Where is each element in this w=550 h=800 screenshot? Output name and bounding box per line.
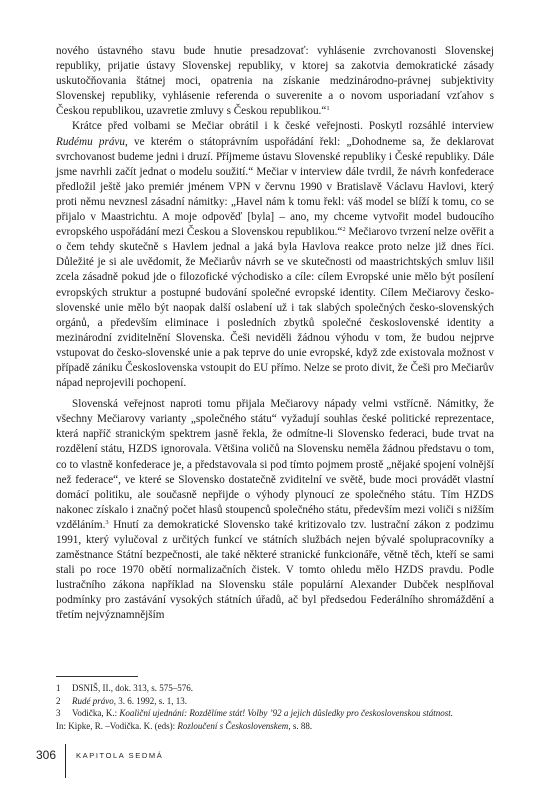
paragraph-text: Slovenská veřejnost naproti tomu přijala Mečiarovy nápady velmi vstřícně. Námitky, že všechny Mečiarovy varianty „společného státu“ vyžadují souhlas české politické reprezentace, která napříč stranickým spektrem jasně řekla, že odmítne-li Slovensko federaci, bude trvat na rozdělení státu, HZDS ignorovala. Většina voličů na Slovensku neměla žádnou představu o tom, co to vlastně konfederace je, a představovala si pod tímto pojmem prostě „nějaké spojení volnější než federace“, ve které se Slovensko dostatečně zviditelní ve světě, bude moci provádět vlastní domácí politiku, ale současně nepřijde o výhody plynoucí ze společného státu. Tím HZDS nakonec získalo i značný počet hlasů stoupenců společného státu, především mezi voliči s nižším vzděláním. (56, 398, 494, 531)
footnote-3 (56, 707, 494, 720)
paragraph-text: nového ústavného stavu bude hnutie presadzovať: vyhlásenie zvrchovanosti Slovenskej republiky, prijatie ústavy Slovenskej republiky, v ktorej sa zakotvia demokratické zásady uskutočňovania štátnej moci, opatrenia na získanie medzinárodno-právnej subjektivity Slovenskej republiky, vyhlásenie referenda o suverenite a o novom usporiadaní vzťahov s Českou republikou, uzavretie zmluvy s Českou republikou.“ (56, 45, 494, 118)
citation-author: Vodička, K.: (72, 708, 120, 719)
paragraph-2 (56, 119, 494, 391)
citation-detail: , 3. 6. 1992, s. 1, 13. (113, 695, 188, 706)
body-text (56, 44, 494, 624)
footnote-number: 3 (56, 708, 61, 719)
footnote-2 (56, 695, 494, 708)
newspaper-title: Rudému právu (56, 135, 125, 148)
paragraph-3 (56, 397, 494, 623)
footnotes (56, 682, 494, 732)
running-footer-chapter: KAPITOLA SEDMÁ (76, 750, 164, 760)
footer-divider (65, 744, 66, 778)
footnote-3-continuation (56, 720, 494, 733)
footnote-ref-1: 1 (326, 105, 330, 113)
footnote-divider (56, 676, 138, 677)
footnote-text (72, 695, 494, 708)
footnote-text (72, 707, 494, 720)
footnote-1 (56, 682, 494, 695)
paragraph-1 (56, 44, 494, 119)
paragraph-text: Hnutí za demokratické Slovensko také kritizovalo tzv. lustrační zákon z podzimu 1991, který vylučoval z určitých funkcí ve státních službách nejen bývalé spolupracovníky a zaměstnance Státní bezpečnosti, ale také některé stranické funkcionáře, větně těch, kteří se sami stali po roce 1970 obětí normalizačních čistek. V tomto ohledu mělo HZDS pravdu. Podle lustračního zákona například na Slovensku stále populární Alexander Dubček nesplňoval podmínky pro zastávání vysokých státních úřadů, ač byl předsedou Federálního shromáždění a třetím nejvýznamnějším (56, 518, 494, 622)
paragraph-text: Mečiarovo tvrzení nelze ověřit a o čem tehdy skutečně s Havlem jednal a jaká byla Havlova reakce proto nelze již dnes říci. Důležité je si ale uvědomit, že Mečiarův návrh se ve skutečnosti od maastrichtských smluv lišil zcela zásadně pokud jde o filozofické východisko a cíle: cílem Evropské unie mělo být posílení evropských struktur a postupné budování společné evropské identity. Cílem Mečiarovy česko-slovenské unie mělo být naopak další oslabení už i tak slabých společných česko-slovenských orgánů, a především eliminace i posledních zbytků společné československé identity a mezinárodní zviditelnění Slovenska. Češi neviděli žádnou výhodu v tom, že budou nejprve vstupovat do česko-slovenské unie a pak teprve do unie evropské, když zde existovala možnost v případě zániku Československa vstoupit do EU přímo. Nelze se proto divit, že Češi pro Mečiarův nápad neprojevili pochopení. (56, 226, 494, 390)
citation-editors: In: Kipke, R. –Vodička. K. (eds): (56, 720, 178, 731)
footnote-ref-3: 3 (105, 518, 109, 526)
footnote-number: 1 (56, 683, 61, 693)
citation-detail: , s. 88. (288, 720, 313, 731)
footnote-number: 2 (56, 695, 61, 706)
newspaper-title: Rudé právo (72, 695, 114, 706)
paragraph-text: , ve kterém o státoprávním uspořádání řekl: „Dohodneme sa, že deklarovat svrchovanost budeme jedni i druzí. Příjmeme ústavu Slovenské republiky i České republiky. Dále jsme navrhli začít jednat o modelu soužití.“ Mečiar v interview dále tvrdil, že návrh konfederace předložil ještě jako premiér jménem VPN v červnu 1990 v Bratislavě Václavu Havlovi, který proti němu nevznesl zásadní námitky: „Havel nám k tomu řekl: váš model se blíží k tomu, co se přijalo v Maastrichtu. A moje odpověď [byla] – ano, my chceme vytvořit model budoucího evropského uspořádání mezi Českou a Slovenskou republikou.“ (56, 135, 495, 239)
paragraph-text: Krátce před volbami se Mečiar obrátil i k české veřejnosti. Poskytl rozsáhlé interview (72, 120, 494, 133)
publication-title: Rozloučení s Československem (177, 720, 289, 731)
footnote-ref-2: 2 (342, 226, 346, 234)
footnote-text: DSNIŠ, II., dok. 313, s. 575–576. (72, 683, 194, 693)
page-footer (36, 745, 163, 765)
publication-title: Koaliční ujednání: Rozdělíme stát! Volby ’92 a jejich důsledky pro československou státnost. (119, 708, 453, 719)
page-number: 306 (36, 748, 57, 762)
